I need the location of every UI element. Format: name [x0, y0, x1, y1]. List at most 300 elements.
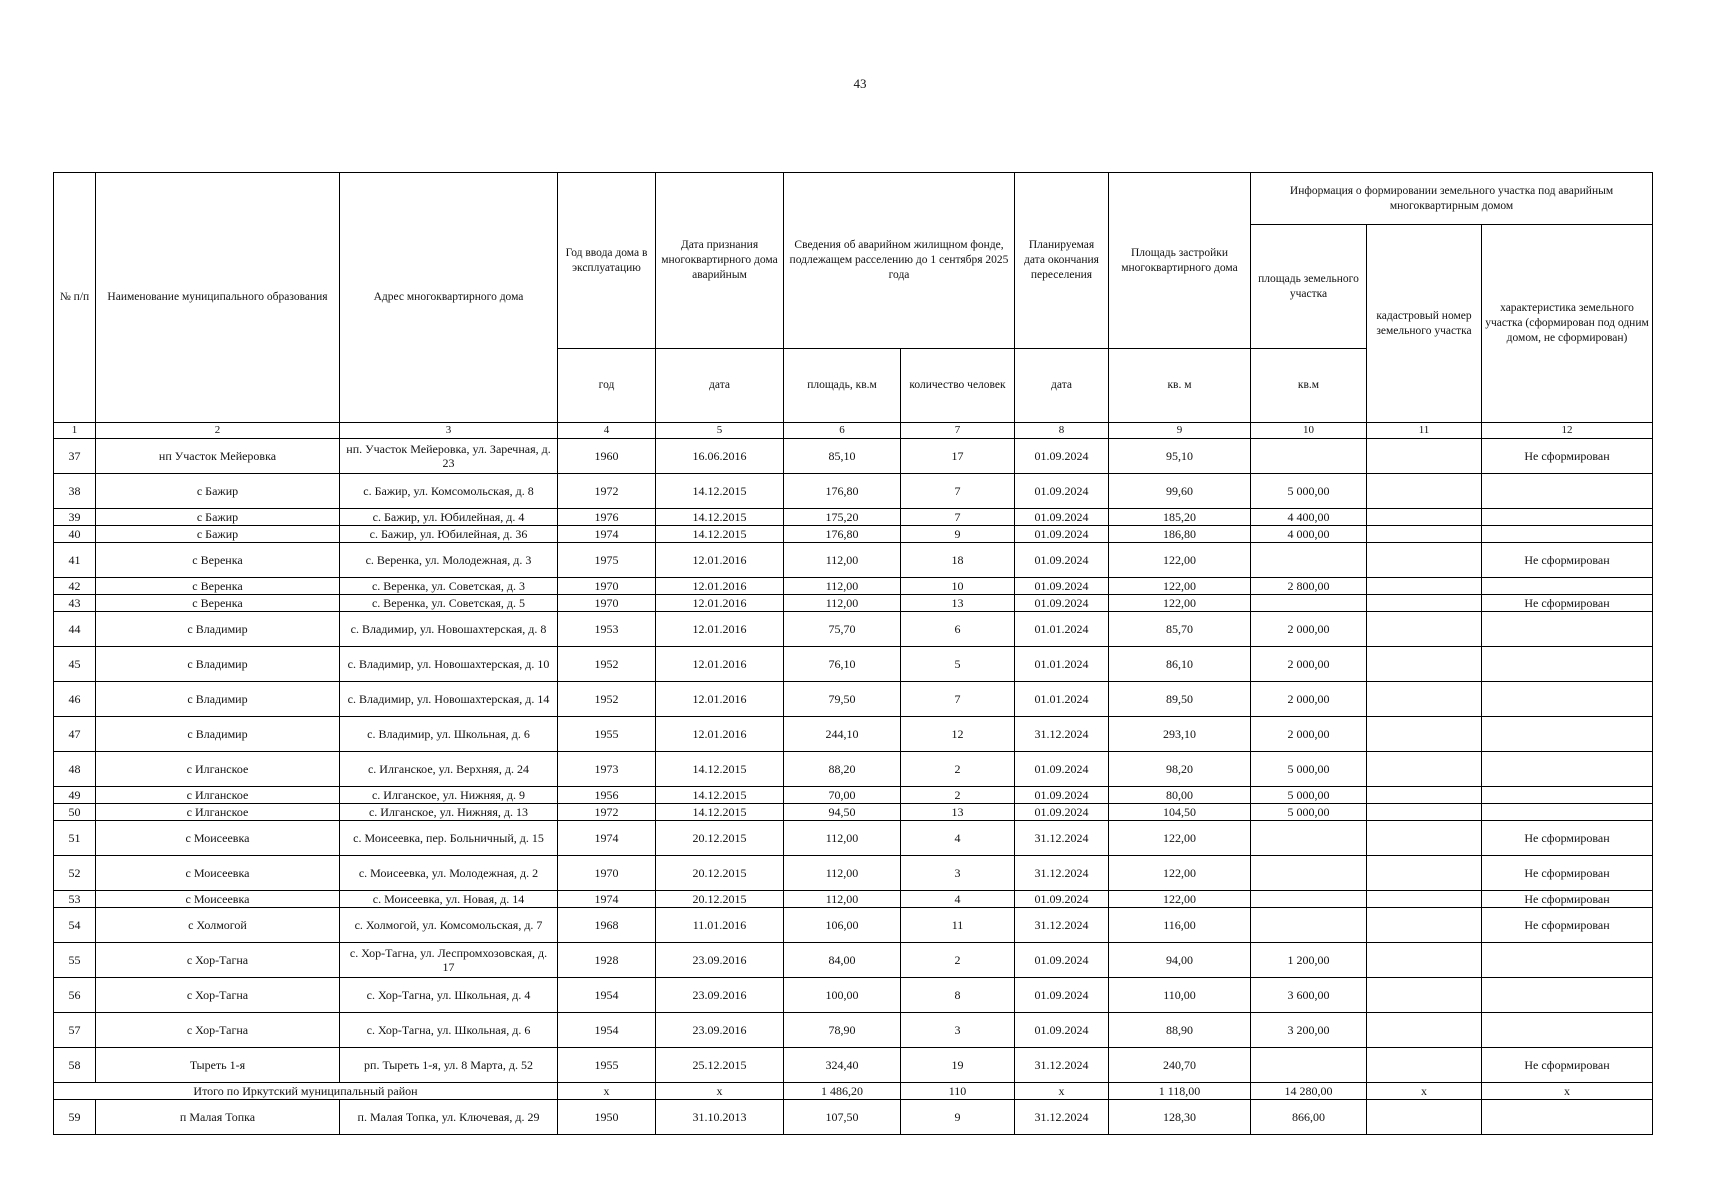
- row-number: 47: [54, 717, 96, 752]
- row-building-area: 104,50: [1109, 804, 1251, 821]
- row-cadastral: [1367, 509, 1482, 526]
- header-date-recognized: Дата признания многоквартирного дома аварийным: [656, 173, 784, 349]
- column-number-row: [54, 423, 1653, 439]
- row-land-characteristic: [1482, 682, 1653, 717]
- table-row: [54, 474, 1653, 509]
- row-address: с. Хор-Тагна, ул. Леспромхозовская, д. 17: [340, 943, 558, 978]
- row-planned-date: 31.12.2024: [1015, 1100, 1109, 1135]
- total-date: x: [656, 1083, 784, 1100]
- table-header: [54, 173, 1653, 439]
- row-year: 1973: [558, 752, 656, 787]
- total-land-characteristic: x: [1482, 1083, 1653, 1100]
- total-people: 110: [901, 1083, 1015, 1100]
- row-year: 1974: [558, 891, 656, 908]
- col-number: 8: [1015, 423, 1109, 439]
- row-planned-date: 01.01.2024: [1015, 682, 1109, 717]
- row-area: 112,00: [784, 595, 901, 612]
- table-body: [54, 439, 1653, 1083]
- row-municipality: с Хор-Тагна: [96, 943, 340, 978]
- row-address: с. Владимир, ул. Школьная, д. 6: [340, 717, 558, 752]
- row-date-recognized: 31.10.2013: [656, 1100, 784, 1135]
- row-address: с. Владимир, ул. Новошахтерская, д. 10: [340, 647, 558, 682]
- row-land-characteristic: [1482, 526, 1653, 543]
- table-row: [54, 526, 1653, 543]
- col-number: 5: [656, 423, 784, 439]
- row-people: 19: [901, 1048, 1015, 1083]
- row-municipality: с Хор-Тагна: [96, 1013, 340, 1048]
- row-municipality: п Малая Топка: [96, 1100, 340, 1135]
- row-area: 84,00: [784, 943, 901, 978]
- row-year: 1974: [558, 526, 656, 543]
- row-area: 88,20: [784, 752, 901, 787]
- row-building-area: 122,00: [1109, 821, 1251, 856]
- row-address: с. Владимир, ул. Новошахтерская, д. 14: [340, 682, 558, 717]
- row-land-characteristic: [1482, 578, 1653, 595]
- row-people: 17: [901, 439, 1015, 474]
- row-area: 85,10: [784, 439, 901, 474]
- row-people: 2: [901, 787, 1015, 804]
- row-people: 7: [901, 474, 1015, 509]
- row-area: 112,00: [784, 891, 901, 908]
- row-year: 1952: [558, 647, 656, 682]
- row-land-area: 3 600,00: [1251, 978, 1367, 1013]
- row-planned-date: 31.12.2024: [1015, 1048, 1109, 1083]
- table-row: [54, 595, 1653, 612]
- row-land-characteristic: Не сформирован: [1482, 595, 1653, 612]
- row-number: 44: [54, 612, 96, 647]
- row-building-area: 122,00: [1109, 891, 1251, 908]
- row-cadastral: [1367, 526, 1482, 543]
- row-land-area: 2 800,00: [1251, 578, 1367, 595]
- row-address: с. Бажир, ул. Юбилейная, д. 4: [340, 509, 558, 526]
- row-land-area: [1251, 595, 1367, 612]
- row-cadastral: [1367, 543, 1482, 578]
- row-address: с. Хор-Тагна, ул. Школьная, д. 4: [340, 978, 558, 1013]
- table-row: [54, 804, 1653, 821]
- unit-area: площадь, кв.м: [784, 349, 901, 423]
- row-date-recognized: 16.06.2016: [656, 439, 784, 474]
- row-date-recognized: 23.09.2016: [656, 978, 784, 1013]
- row-land-area: 866,00: [1251, 1100, 1367, 1135]
- total-row: [54, 1083, 1653, 1100]
- row-land-characteristic: [1482, 509, 1653, 526]
- row-land-area: [1251, 856, 1367, 891]
- row-area: 324,40: [784, 1048, 901, 1083]
- unit-people: количество человек: [901, 349, 1015, 423]
- total-planned-date: x: [1015, 1083, 1109, 1100]
- row-building-area: 99,60: [1109, 474, 1251, 509]
- row-area: 112,00: [784, 856, 901, 891]
- row-land-characteristic: Не сформирован: [1482, 439, 1653, 474]
- header-planned-date: Планируемая дата окончания переселения: [1015, 173, 1109, 349]
- table-row: [54, 1048, 1653, 1083]
- row-building-area: 122,00: [1109, 543, 1251, 578]
- row-date-recognized: 14.12.2015: [656, 474, 784, 509]
- row-cadastral: [1367, 578, 1482, 595]
- row-cadastral: [1367, 908, 1482, 943]
- row-land-characteristic: [1482, 804, 1653, 821]
- row-municipality: с Моисеевка: [96, 856, 340, 891]
- row-building-area: 128,30: [1109, 1100, 1251, 1135]
- row-year: 1952: [558, 682, 656, 717]
- col-number: 12: [1482, 423, 1653, 439]
- row-people: 5: [901, 647, 1015, 682]
- row-address: с. Веренка, ул. Советская, д. 5: [340, 595, 558, 612]
- row-planned-date: 01.09.2024: [1015, 978, 1109, 1013]
- row-land-area: 4 400,00: [1251, 509, 1367, 526]
- row-number: 50: [54, 804, 96, 821]
- table-row: [54, 787, 1653, 804]
- row-number: 51: [54, 821, 96, 856]
- col-number: 4: [558, 423, 656, 439]
- row-year: 1928: [558, 943, 656, 978]
- header-land-info: Информация о формировании земельного участка под аварийным многоквартирным домом: [1251, 173, 1653, 225]
- row-number: 54: [54, 908, 96, 943]
- row-area: 244,10: [784, 717, 901, 752]
- row-people: 9: [901, 526, 1015, 543]
- table-row: [54, 509, 1653, 526]
- row-address: с. Веренка, ул. Молодежная, д. 3: [340, 543, 558, 578]
- row-date-recognized: 14.12.2015: [656, 752, 784, 787]
- row-cadastral: [1367, 439, 1482, 474]
- row-date-recognized: 20.12.2015: [656, 821, 784, 856]
- row-land-area: 2 000,00: [1251, 682, 1367, 717]
- row-building-area: 122,00: [1109, 595, 1251, 612]
- table-row: [54, 821, 1653, 856]
- table-row: [54, 891, 1653, 908]
- row-planned-date: 01.09.2024: [1015, 578, 1109, 595]
- row-land-characteristic: [1482, 787, 1653, 804]
- row-address: с. Бажир, ул. Комсомольская, д. 8: [340, 474, 558, 509]
- row-municipality: с Владимир: [96, 647, 340, 682]
- row-land-area: 1 200,00: [1251, 943, 1367, 978]
- row-land-characteristic: [1482, 1013, 1653, 1048]
- header-num: № п/п: [54, 173, 96, 423]
- total-land-area: 14 280,00: [1251, 1083, 1367, 1100]
- unit-land-sqm: кв.м: [1251, 349, 1367, 423]
- row-municipality: с Моисеевка: [96, 821, 340, 856]
- table-row: [54, 439, 1653, 474]
- row-land-characteristic: [1482, 474, 1653, 509]
- row-date-recognized: 14.12.2015: [656, 509, 784, 526]
- col-number: 9: [1109, 423, 1251, 439]
- row-year: 1970: [558, 856, 656, 891]
- row-address: с. Моисеевка, пер. Больничный, д. 15: [340, 821, 558, 856]
- row-year: 1972: [558, 804, 656, 821]
- row-people: 12: [901, 717, 1015, 752]
- table-row: [54, 978, 1653, 1013]
- row-building-area: 94,00: [1109, 943, 1251, 978]
- row-year: 1974: [558, 821, 656, 856]
- row-land-characteristic: Не сформирован: [1482, 856, 1653, 891]
- row-number: 55: [54, 943, 96, 978]
- row-municipality: с Моисеевка: [96, 891, 340, 908]
- row-cadastral: [1367, 821, 1482, 856]
- header-municipality: Наименование муниципального образования: [96, 173, 340, 423]
- row-land-area: 3 200,00: [1251, 1013, 1367, 1048]
- row-area: 107,50: [784, 1100, 901, 1135]
- table-row: [54, 543, 1653, 578]
- row-cadastral: [1367, 856, 1482, 891]
- header-land-area: площадь земельного участка: [1251, 225, 1367, 349]
- row-year: 1968: [558, 908, 656, 943]
- row-land-area: [1251, 908, 1367, 943]
- page-number: 43: [853, 76, 867, 91]
- row-planned-date: 01.01.2024: [1015, 612, 1109, 647]
- row-area: 176,80: [784, 474, 901, 509]
- row-date-recognized: 14.12.2015: [656, 804, 784, 821]
- row-cadastral: [1367, 1100, 1482, 1135]
- row-municipality: с Владимир: [96, 682, 340, 717]
- table-row: [54, 908, 1653, 943]
- row-cadastral: [1367, 804, 1482, 821]
- row-land-characteristic: [1482, 978, 1653, 1013]
- row-building-area: 240,70: [1109, 1048, 1251, 1083]
- col-number: 11: [1367, 423, 1482, 439]
- row-date-recognized: 12.01.2016: [656, 717, 784, 752]
- table-row: [54, 682, 1653, 717]
- header-year-commissioned: Год ввода дома в эксплуатацию: [558, 173, 656, 349]
- row-address: с. Илганское, ул. Верхняя, д. 24: [340, 752, 558, 787]
- row-municipality: с Хор-Тагна: [96, 978, 340, 1013]
- row-year: 1972: [558, 474, 656, 509]
- row-year: 1955: [558, 717, 656, 752]
- row-address: п. Малая Топка, ул. Ключевая, д. 29: [340, 1100, 558, 1135]
- row-year: 1953: [558, 612, 656, 647]
- row-people: 8: [901, 978, 1015, 1013]
- row-year: 1960: [558, 439, 656, 474]
- row-address: с. Холмогой, ул. Комсомольская, д. 7: [340, 908, 558, 943]
- row-address: с. Хор-Тагна, ул. Школьная, д. 6: [340, 1013, 558, 1048]
- row-people: 4: [901, 891, 1015, 908]
- row-people: 18: [901, 543, 1015, 578]
- col-number: 1: [54, 423, 96, 439]
- row-address: с. Илганское, ул. Нижняя, д. 9: [340, 787, 558, 804]
- unit-sqm: кв. м: [1109, 349, 1251, 423]
- row-date-recognized: 11.01.2016: [656, 908, 784, 943]
- row-date-recognized: 14.12.2015: [656, 526, 784, 543]
- col-number: 10: [1251, 423, 1367, 439]
- row-year: 1954: [558, 1013, 656, 1048]
- row-number: 43: [54, 595, 96, 612]
- header-address: Адрес многоквартирного дома: [340, 173, 558, 423]
- row-year: 1976: [558, 509, 656, 526]
- row-date-recognized: 25.12.2015: [656, 1048, 784, 1083]
- row-land-area: 4 000,00: [1251, 526, 1367, 543]
- row-building-area: 122,00: [1109, 856, 1251, 891]
- row-cadastral: [1367, 474, 1482, 509]
- row-municipality: с Бажир: [96, 509, 340, 526]
- row-land-characteristic: Не сформирован: [1482, 891, 1653, 908]
- row-people: 2: [901, 752, 1015, 787]
- row-area: 76,10: [784, 647, 901, 682]
- row-number: 57: [54, 1013, 96, 1048]
- row-people: 10: [901, 578, 1015, 595]
- row-planned-date: 01.09.2024: [1015, 595, 1109, 612]
- row-people: 7: [901, 682, 1015, 717]
- table-row: [54, 717, 1653, 752]
- table-row: [54, 612, 1653, 647]
- total-year: x: [558, 1083, 656, 1100]
- row-cadastral: [1367, 682, 1482, 717]
- row-land-area: 2 000,00: [1251, 647, 1367, 682]
- row-planned-date: 31.12.2024: [1015, 717, 1109, 752]
- row-building-area: 110,00: [1109, 978, 1251, 1013]
- row-number: 37: [54, 439, 96, 474]
- row-land-area: 5 000,00: [1251, 804, 1367, 821]
- row-year: 1950: [558, 1100, 656, 1135]
- row-land-characteristic: Не сформирован: [1482, 543, 1653, 578]
- row-cadastral: [1367, 752, 1482, 787]
- row-cadastral: [1367, 1013, 1482, 1048]
- row-year: 1975: [558, 543, 656, 578]
- row-building-area: 293,10: [1109, 717, 1251, 752]
- row-address: рп. Тыреть 1-я, ул. 8 Марта, д. 52: [340, 1048, 558, 1083]
- row-number: 48: [54, 752, 96, 787]
- row-land-area: 5 000,00: [1251, 787, 1367, 804]
- row-planned-date: 01.09.2024: [1015, 1013, 1109, 1048]
- row-building-area: 98,20: [1109, 752, 1251, 787]
- row-planned-date: 31.12.2024: [1015, 908, 1109, 943]
- row-area: 175,20: [784, 509, 901, 526]
- row-address: с. Моисеевка, ул. Новая, д. 14: [340, 891, 558, 908]
- table-row: [54, 943, 1653, 978]
- row-people: 7: [901, 509, 1015, 526]
- row-area: 112,00: [784, 543, 901, 578]
- header-land-characteristic: характеристика земельного участка (сформирован под одним домом, не сформирован): [1482, 225, 1653, 423]
- row-land-characteristic: [1482, 752, 1653, 787]
- table-row: [54, 752, 1653, 787]
- row-land-characteristic: Не сформирован: [1482, 821, 1653, 856]
- row-area: 112,00: [784, 578, 901, 595]
- row-building-area: 85,70: [1109, 612, 1251, 647]
- row-area: 100,00: [784, 978, 901, 1013]
- row-building-area: 186,80: [1109, 526, 1251, 543]
- row-building-area: 86,10: [1109, 647, 1251, 682]
- total-area: 1 486,20: [784, 1083, 901, 1100]
- table-row: [54, 647, 1653, 682]
- row-area: 79,50: [784, 682, 901, 717]
- row-date-recognized: 20.12.2015: [656, 856, 784, 891]
- row-area: 70,00: [784, 787, 901, 804]
- row-planned-date: 01.09.2024: [1015, 943, 1109, 978]
- row-building-area: 185,20: [1109, 509, 1251, 526]
- row-land-area: [1251, 821, 1367, 856]
- row-area: 176,80: [784, 526, 901, 543]
- row-land-area: [1251, 439, 1367, 474]
- row-municipality: с Илганское: [96, 804, 340, 821]
- row-building-area: 95,10: [1109, 439, 1251, 474]
- row-land-characteristic: Не сформирован: [1482, 1048, 1653, 1083]
- row-number: 41: [54, 543, 96, 578]
- row-number: 42: [54, 578, 96, 595]
- row-date-recognized: 12.01.2016: [656, 647, 784, 682]
- row-address: с. Бажир, ул. Юбилейная, д. 36: [340, 526, 558, 543]
- row-number: 46: [54, 682, 96, 717]
- row-land-area: 5 000,00: [1251, 474, 1367, 509]
- row-number: 56: [54, 978, 96, 1013]
- row-municipality: с Бажир: [96, 526, 340, 543]
- row-land-characteristic: [1482, 612, 1653, 647]
- row-number: 45: [54, 647, 96, 682]
- row-people: 11: [901, 908, 1015, 943]
- unit-year: год: [558, 349, 656, 423]
- row-planned-date: 31.12.2024: [1015, 856, 1109, 891]
- row-address: с. Илганское, ул. Нижняя, д. 13: [340, 804, 558, 821]
- row-number: 53: [54, 891, 96, 908]
- row-cadastral: [1367, 891, 1482, 908]
- row-date-recognized: 14.12.2015: [656, 787, 784, 804]
- row-area: 112,00: [784, 821, 901, 856]
- row-building-area: 116,00: [1109, 908, 1251, 943]
- row-municipality: с Веренка: [96, 595, 340, 612]
- row-address: с. Веренка, ул. Советская, д. 3: [340, 578, 558, 595]
- table-row: [54, 1100, 1653, 1135]
- table-row: [54, 578, 1653, 595]
- row-number: 38: [54, 474, 96, 509]
- table-row: [54, 1013, 1653, 1048]
- row-date-recognized: 12.01.2016: [656, 595, 784, 612]
- row-planned-date: 01.09.2024: [1015, 439, 1109, 474]
- row-people: 2: [901, 943, 1015, 978]
- row-planned-date: 01.09.2024: [1015, 543, 1109, 578]
- row-planned-date: 01.09.2024: [1015, 752, 1109, 787]
- row-date-recognized: 12.01.2016: [656, 543, 784, 578]
- row-area: 94,50: [784, 804, 901, 821]
- header-building-area: Площадь застройки многоквартирного дома: [1109, 173, 1251, 349]
- row-people: 3: [901, 856, 1015, 891]
- col-number: 6: [784, 423, 901, 439]
- row-date-recognized: 23.09.2016: [656, 1013, 784, 1048]
- row-cadastral: [1367, 595, 1482, 612]
- table-footer: [54, 1083, 1653, 1135]
- row-planned-date: 31.12.2024: [1015, 821, 1109, 856]
- row-number: 59: [54, 1100, 96, 1135]
- row-cadastral: [1367, 978, 1482, 1013]
- row-planned-date: 01.09.2024: [1015, 474, 1109, 509]
- row-area: 106,00: [784, 908, 901, 943]
- row-year: 1955: [558, 1048, 656, 1083]
- col-number: 2: [96, 423, 340, 439]
- row-cadastral: [1367, 612, 1482, 647]
- row-cadastral: [1367, 1048, 1482, 1083]
- row-land-area: [1251, 1048, 1367, 1083]
- row-land-area: 2 000,00: [1251, 612, 1367, 647]
- row-land-area: [1251, 891, 1367, 908]
- row-municipality: с Веренка: [96, 578, 340, 595]
- row-year: 1970: [558, 595, 656, 612]
- row-planned-date: 01.09.2024: [1015, 891, 1109, 908]
- total-cadastral: x: [1367, 1083, 1482, 1100]
- row-cadastral: [1367, 647, 1482, 682]
- row-people: 13: [901, 595, 1015, 612]
- row-planned-date: 01.09.2024: [1015, 804, 1109, 821]
- unit-planned-date: дата: [1015, 349, 1109, 423]
- header-cadastral: кадастровый номер земельного участка: [1367, 225, 1482, 423]
- row-number: 58: [54, 1048, 96, 1083]
- col-number: 7: [901, 423, 1015, 439]
- row-people: 6: [901, 612, 1015, 647]
- row-number: 39: [54, 509, 96, 526]
- row-land-characteristic: [1482, 647, 1653, 682]
- row-municipality: с Владимир: [96, 717, 340, 752]
- row-land-area: 2 000,00: [1251, 717, 1367, 752]
- row-building-area: 80,00: [1109, 787, 1251, 804]
- row-municipality: с Владимир: [96, 612, 340, 647]
- row-year: 1970: [558, 578, 656, 595]
- row-date-recognized: 12.01.2016: [656, 578, 784, 595]
- row-address: нп. Участок Мейеровка, ул. Заречная, д. 23: [340, 439, 558, 474]
